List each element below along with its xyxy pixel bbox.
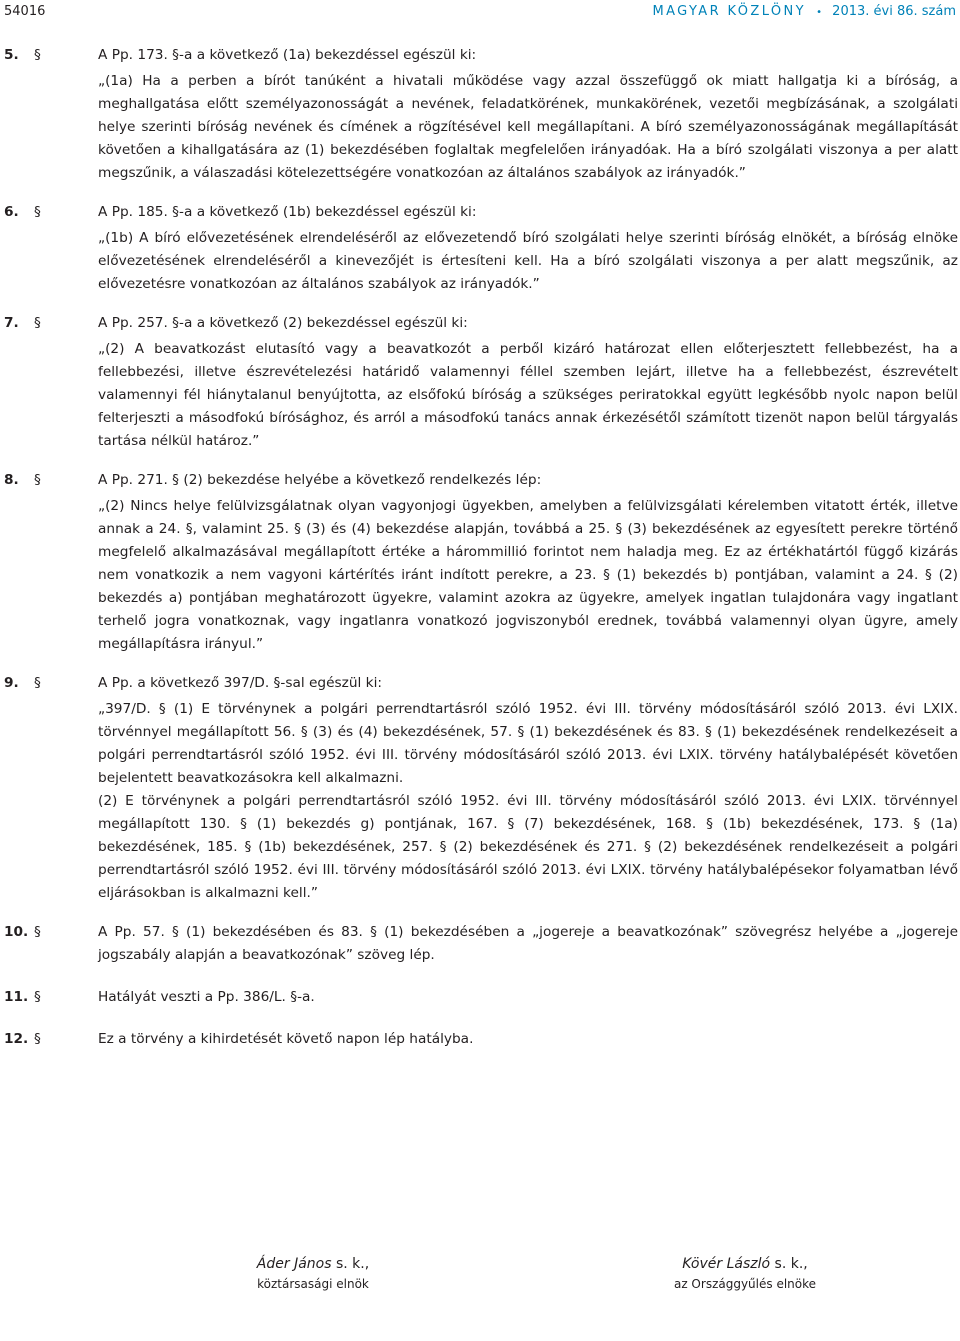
section-intro: Ez a törvény a kihirdetését követő napon lép hatályba.: [98, 1031, 474, 1047]
section-body: [98, 201, 958, 296]
section-body: [98, 986, 958, 1012]
page-header: [4, 0, 956, 22]
section-body: [98, 469, 958, 656]
signature-speaker: [660, 1254, 830, 1294]
signature-name-line: [240, 1254, 386, 1274]
issue-number: 2013. évi 86. szám: [832, 3, 956, 19]
quoted-provision: [98, 698, 958, 905]
section-body: [98, 44, 958, 185]
section-body: [98, 921, 958, 970]
section-intro: A Pp. 257. §-a a következő (2) bekezdéssel egészül ki:: [98, 315, 468, 331]
section: [4, 201, 958, 296]
section: [4, 1028, 958, 1054]
provision-paragraph: „397/D. § (1) E törvénynek a polgári perrendtartásról szóló 1952. évi III. törvény módosításáról szóló 2013. évi LXIX. törvénnyel megállapított 56. § (3) és (4) bekezdésének, 57. § (1) bekezdésének és 83. § (1) bekezdésének rendelkezéseit a polgári perrendtartásról szóló 1952. évi III. törvény módosításáról szóló 2013. évi LXIX. törvény hatálybalépését követően bejelentett beavatkozásokra kell alkalmazni.: [98, 701, 958, 786]
provision-paragraph: „(1a) Ha a perben a bírót tanúként a hivatali működése vagy azzal összefüggő ok miatt hallgatja ki a bíróság, a meghallgatása előtt személyazonosságát a nevének, feladatkörének, munkakörének, vezetői megbízásának, a szolgálati helye szerinti bíróság nevének és címének a rögzítésével kell megállapítani. A bíró személyazonosságának megállapítását követően a kihallgatására az (1) bekezdésében foglaltak megfelelően irányadóak. Ha a bíró szolgálati viszonya a per alatt megszűnik, a válaszadási kötelezettségére vonatkozóan az általános szabályok az irányadók.”: [98, 73, 958, 181]
gazette-header: [652, 4, 956, 19]
section: [4, 469, 958, 656]
section-sign: §: [34, 924, 41, 940]
provision-paragraph: „(2) Nincs helye felülvizsgálatnak olyan vagyonjogi ügyekben, amelyben a felülvizsgálati kérelemben vitatott érték, illetve annak a 24. §, valamint 25. § (3) és (4) bekezdése alapján, továbbá a 25. § (3) bekezdésének az egyesített perekre történő megfelelő alkalmazásával megállapított értéke a hárommillió forintot nem haladja meg. Ez az értékhatártól függő kizárás nem vonatkozik a nem vagyoni kártérítés iránt indított perekre, a 23. § (1) bekezdés b) pontjában, valamint a 24. § (2) bekezdés a) pontjában meghatározott ügyekre, valamint azokra az ügyekre, amelyek ingatlan tulajdonára vagy ingatlant terhelő jogra vonatkoznak, vagy ingatlanra vonatkozó jogviszonyból erednek, továbbá valamennyi olyan ügyre, amely megállapításra irányul.”: [98, 498, 958, 652]
section-sign: §: [34, 47, 41, 63]
signature-president: [240, 1254, 386, 1294]
section: [4, 44, 958, 185]
quoted-provision: [98, 227, 958, 296]
header-separator: •: [816, 6, 823, 18]
provision-paragraph: „(1b) A bíró elővezetésének elrendeléséről az elővezetendő bíró szolgálati helye szerinti bíróság elnökét, a bíróság elnöke elővezetésének elrendeléséről a kinevezőjét is értesíteni kell. Ha a bíró szolgálati viszonya a per alatt megszűnik, az elővezetésre vonatkozóan az általános szabályok az irányadók.”: [98, 230, 958, 292]
section: [4, 921, 958, 970]
section-number: 11.: [4, 989, 29, 1005]
section-intro: A Pp. 271. § (2) bekezdése helyébe a következő rendelkezés lép:: [98, 472, 542, 488]
section-intro: A Pp. a következő 397/D. §-sal egészül ki:: [98, 675, 383, 691]
quoted-provision: [98, 338, 958, 453]
signature-name-line: [660, 1254, 830, 1274]
gazette-title: MAGYAR KÖZLÖNY: [652, 3, 806, 19]
section-number: 6.: [4, 204, 19, 220]
section-sign: §: [34, 204, 41, 220]
signatory-name: Áder János: [256, 1256, 332, 1272]
section-sign: §: [34, 989, 41, 1005]
section-intro: A Pp. 185. §-a a következő (1b) bekezdéssel egészül ki:: [98, 204, 477, 220]
provision-paragraph: (2) E törvénynek a polgári perrendtartásról szóló 1952. évi III. törvény módosításáról szóló 2013. évi LXIX. törvénnyel megállapított 130. § (1) bekezdés g) pontjának, 167. § (7) bekezdésének, 168. § (1b) bekezdésének, 173. § (1a) bekezdésének, 185. § (1b) bekezdésének, 257. § (2) bekezdésének és 271. § (2) bekezdésének rendelkezéseit a polgári perrendtartásról szóló 1952. évi III. törvény módosításáról szóló 2013. évi LXIX. törvény hatálybalépésekor folyamatban lévő eljárásokban is alkalmazni kell.”: [98, 793, 958, 901]
section-body: [98, 1028, 958, 1054]
section-sign: §: [34, 315, 41, 331]
signature-suffix: s. k.,: [331, 1256, 370, 1272]
sections-list: [4, 44, 958, 1070]
section-number: 7.: [4, 315, 19, 331]
section-number: 5.: [4, 47, 19, 63]
section-body: [98, 672, 958, 905]
section-intro: A Pp. 57. § (1) bekezdésében és 83. § (1) bekezdésében a „jogereje a beavatkozónak” szövegrész helyébe a „jogereje jogszabály alapján a beavatkozónak” szöveg lép.: [98, 924, 958, 963]
section-number: 9.: [4, 675, 19, 691]
section-sign: §: [34, 675, 41, 691]
signature-suffix: s. k.,: [770, 1256, 808, 1272]
section-intro: Hatályát veszti a Pp. 386/L. §-a.: [98, 989, 315, 1005]
signatory-title: az Országgyűlés elnöke: [673, 1277, 817, 1291]
section: [4, 312, 958, 453]
section-intro: A Pp. 173. §-a a következő (1a) bekezdéssel egészül ki:: [98, 47, 477, 63]
section-number: 12.: [4, 1031, 29, 1047]
provision-paragraph: „(2) A beavatkozást elutasító vagy a beavatkozót a perből kizáró határozat ellen előterjesztett fellebbezést, ha a fellebbezési, illetve észrevételezési határidő valamennyi féllel szemben lejárt, illetve ha a fellebbezést, észrevételt valamennyi fél hiánytalanul benyújtotta, az elsőfokú bíróság a szükséges periratokkal együtt legkésőbb nyolc napon belül felterjeszti a másodfokú bírósághoz, és arról a másodfokú tanács annak érkezésétől számított tizenöt napon belül tárgyalás tartása nélkül határoz.”: [98, 341, 958, 449]
section-sign: §: [34, 1031, 41, 1047]
section-number: 10.: [4, 924, 29, 940]
section-sign: §: [34, 472, 41, 488]
section-body: [98, 312, 958, 453]
signatory-name: Kövér László: [682, 1256, 771, 1272]
page-number: 54016: [4, 3, 46, 19]
signatory-title: köztársasági elnök: [257, 1277, 369, 1291]
quoted-provision: [98, 70, 958, 185]
section: [4, 672, 958, 905]
section: [4, 986, 958, 1012]
section-number: 8.: [4, 472, 19, 488]
quoted-provision: [98, 495, 958, 656]
